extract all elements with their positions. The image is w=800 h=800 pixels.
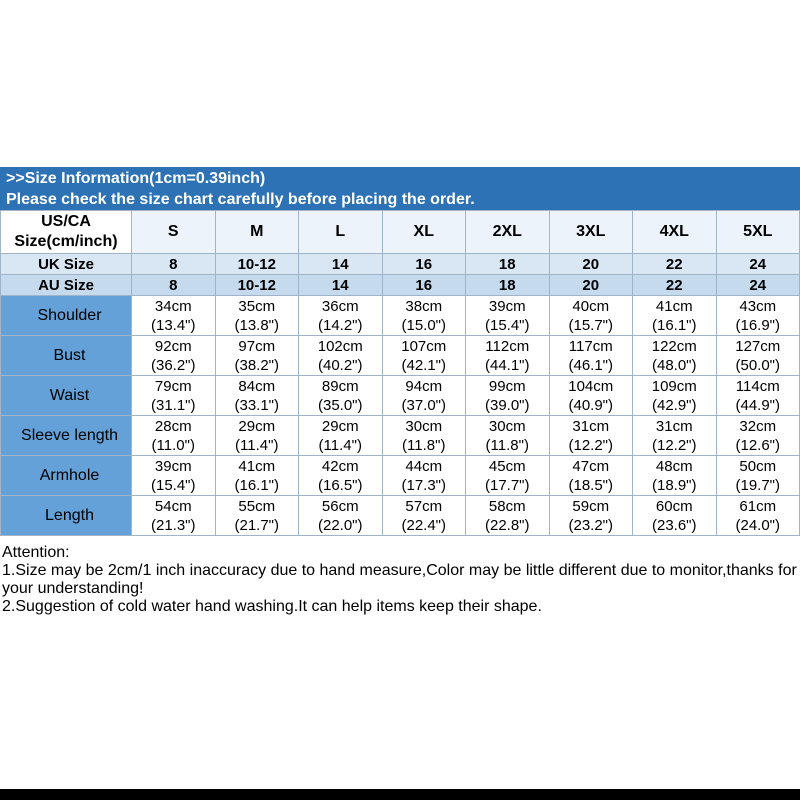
banner-line-1: >>Size Information(1cm=0.39inch) — [6, 170, 266, 187]
value-inch: (13.8") — [234, 316, 279, 334]
region-value-cell: 22 — [633, 275, 717, 296]
region-value-cell: 24 — [716, 275, 800, 296]
measurement-row — [1, 416, 800, 456]
measurement-label-cell: Waist — [1, 376, 132, 416]
value-cm: 92cm — [154, 337, 192, 355]
region-value-cell: 22 — [633, 254, 717, 275]
value-cm: 59cm — [572, 497, 610, 515]
measurement-value-cell — [299, 456, 383, 496]
region-value-cell: 18 — [466, 254, 550, 275]
value-inch: (15.0") — [401, 316, 446, 334]
value-inch: (37.0") — [401, 396, 446, 414]
measurement-value-cell — [215, 416, 299, 456]
value-inch: (22.0") — [317, 516, 363, 534]
measurement-value-cell — [382, 456, 466, 496]
value-cm: 122cm — [651, 337, 697, 355]
measurement-label-cell: Sleeve length — [1, 416, 132, 456]
value-cm: 89cm — [321, 377, 359, 395]
value-inch: (16.5") — [317, 476, 363, 494]
value-inch: (46.1") — [568, 356, 613, 374]
size-table — [0, 210, 800, 536]
value-cm: 104cm — [568, 377, 614, 395]
value-inch: (44.1") — [484, 356, 530, 374]
value-cm: 107cm — [401, 337, 447, 355]
region-label-cell: UK Size — [1, 254, 132, 275]
measurement-value-cell — [382, 416, 466, 456]
value-cm: 36cm — [321, 297, 359, 315]
value-cm: 102cm — [317, 337, 363, 355]
measurement-value-cell — [215, 336, 299, 376]
value-cm: 50cm — [739, 457, 777, 475]
value-cm: 34cm — [154, 297, 192, 315]
size-header-cell-l: L — [299, 211, 383, 254]
table-header-row — [1, 211, 800, 254]
value-cm: 99cm — [488, 377, 526, 395]
value-inch: (18.9") — [651, 476, 697, 494]
measurement-value-cell — [549, 496, 633, 536]
size-header-cell-4xl: 4XL — [633, 211, 717, 254]
measurement-value-cell — [132, 496, 216, 536]
measurement-value-cell — [716, 296, 800, 336]
region-value-cell: 14 — [299, 275, 383, 296]
value-cm: 127cm — [735, 337, 781, 355]
value-cm: 39cm — [154, 457, 192, 475]
value-inch: (14.2") — [317, 316, 363, 334]
measurement-value-cell — [466, 376, 550, 416]
value-inch: (21.7") — [234, 516, 279, 534]
region-value-cell: 10-12 — [215, 275, 299, 296]
region-value-cell: 10-12 — [215, 254, 299, 275]
measurement-label-cell: Shoulder — [1, 296, 132, 336]
value-cm: 84cm — [238, 377, 276, 395]
measurement-value-cell — [132, 296, 216, 336]
value-inch: (15.7") — [568, 316, 613, 334]
size-header-cell-xl: XL — [382, 211, 466, 254]
attention-items — [2, 562, 798, 616]
measurement-value-cell — [382, 336, 466, 376]
measurement-value-cell — [716, 456, 800, 496]
size-region-row — [1, 275, 800, 296]
region-value-cell: 20 — [549, 275, 633, 296]
value-cm: 32cm — [739, 417, 777, 435]
measurement-value-cell — [299, 376, 383, 416]
value-inch: (15.4") — [484, 316, 530, 334]
value-inch: (42.9") — [651, 396, 697, 414]
region-value-cell: 18 — [466, 275, 550, 296]
value-inch: (17.7") — [484, 476, 530, 494]
value-inch: (36.2") — [150, 356, 196, 374]
measurement-label-cell: Length — [1, 496, 132, 536]
measurement-value-cell — [633, 296, 717, 336]
value-inch: (16.9") — [735, 316, 780, 334]
measurement-value-cell — [382, 496, 466, 536]
measurement-value-cell — [132, 376, 216, 416]
measurement-value-cell — [299, 336, 383, 376]
attention-notes — [2, 544, 798, 616]
measurement-value-cell — [549, 456, 633, 496]
measurement-value-cell — [299, 496, 383, 536]
info-banner — [0, 167, 800, 211]
measurement-value-cell — [716, 336, 800, 376]
measurement-value-cell — [633, 496, 717, 536]
value-cm: 45cm — [488, 457, 526, 475]
measurement-value-cell — [215, 496, 299, 536]
measurement-value-cell — [215, 376, 299, 416]
bottom-black-bar — [0, 789, 800, 800]
value-cm: 29cm — [321, 417, 359, 435]
size-header-cell-s: S — [132, 211, 216, 254]
value-inch: (18.5") — [568, 476, 613, 494]
value-inch: (22.4") — [401, 516, 446, 534]
value-cm: 28cm — [154, 417, 192, 435]
value-cm: 41cm — [238, 457, 276, 475]
measurement-value-cell — [299, 416, 383, 456]
attention-item-2: 2.Suggestion of cold water hand washing.It can help items keep their shape. — [2, 598, 542, 615]
measurement-value-cell — [633, 456, 717, 496]
value-cm: 43cm — [739, 297, 777, 315]
value-cm: 54cm — [154, 497, 192, 515]
header-label-line-1: US/CA — [41, 213, 91, 230]
value-cm: 48cm — [655, 457, 693, 475]
value-cm: 39cm — [488, 297, 526, 315]
measurement-value-cell — [215, 296, 299, 336]
value-cm: 57cm — [405, 497, 443, 515]
measurement-value-cell — [132, 456, 216, 496]
measurement-value-cell — [716, 376, 800, 416]
size-header-cell-m: M — [215, 211, 299, 254]
value-inch: (39.0") — [484, 396, 530, 414]
measurement-value-cell — [132, 416, 216, 456]
value-cm: 42cm — [321, 457, 359, 475]
value-inch: (33.1") — [234, 396, 279, 414]
value-cm: 44cm — [405, 457, 443, 475]
region-value-cell: 20 — [549, 254, 633, 275]
value-cm: 61cm — [739, 497, 777, 515]
value-inch: (11.4") — [235, 436, 279, 454]
header-label-cell — [1, 211, 132, 254]
measurement-value-cell — [716, 416, 800, 456]
value-cm: 60cm — [655, 497, 693, 515]
value-inch: (16.1") — [651, 316, 697, 334]
value-cm: 55cm — [238, 497, 276, 515]
value-inch: (24.0") — [735, 516, 780, 534]
value-cm: 58cm — [488, 497, 526, 515]
region-value-cell: 14 — [299, 254, 383, 275]
value-inch: (11.0") — [151, 436, 195, 454]
measurement-row — [1, 456, 800, 496]
value-inch: (31.1") — [150, 396, 196, 414]
region-value-cell: 16 — [382, 254, 466, 275]
measurement-value-cell — [716, 496, 800, 536]
measurement-value-cell — [633, 416, 717, 456]
value-inch: (11.8") — [485, 436, 529, 454]
measurement-value-cell — [382, 376, 466, 416]
value-inch: (11.8") — [402, 436, 446, 454]
value-inch: (12.2") — [651, 436, 697, 454]
value-inch: (40.2") — [317, 356, 363, 374]
value-cm: 30cm — [405, 417, 443, 435]
measurement-value-cell — [466, 416, 550, 456]
region-value-cell: 16 — [382, 275, 466, 296]
value-cm: 97cm — [238, 337, 276, 355]
measurement-value-cell — [382, 296, 466, 336]
measurement-value-cell — [633, 336, 717, 376]
value-inch: (22.8") — [484, 516, 530, 534]
value-inch: (12.6") — [735, 436, 780, 454]
value-cm: 40cm — [572, 297, 610, 315]
value-inch: (21.3") — [150, 516, 196, 534]
value-inch: (12.2") — [568, 436, 613, 454]
size-header-cell-5xl: 5XL — [716, 211, 800, 254]
value-cm: 35cm — [238, 297, 276, 315]
measurement-row — [1, 296, 800, 336]
size-region-row — [1, 254, 800, 275]
value-inch: (42.1") — [401, 356, 446, 374]
value-cm: 112cm — [485, 337, 530, 355]
measurement-row — [1, 496, 800, 536]
value-cm: 47cm — [572, 457, 610, 475]
value-inch: (17.3") — [401, 476, 446, 494]
value-cm: 56cm — [321, 497, 359, 515]
measurement-label-cell: Armhole — [1, 456, 132, 496]
measurement-value-cell — [466, 496, 550, 536]
value-inch: (38.2") — [234, 356, 279, 374]
value-inch: (19.7") — [735, 476, 780, 494]
value-inch: (40.9") — [568, 396, 613, 414]
value-inch: (16.1") — [234, 476, 279, 494]
value-inch: (15.4") — [150, 476, 196, 494]
size-header-cell-3xl: 3XL — [549, 211, 633, 254]
region-value-cell: 8 — [132, 254, 216, 275]
value-inch: (23.6") — [651, 516, 697, 534]
value-cm: 31cm — [572, 417, 610, 435]
region-label-cell: AU Size — [1, 275, 132, 296]
value-cm: 94cm — [405, 377, 443, 395]
value-inch: (48.0") — [651, 356, 697, 374]
measurement-value-cell — [549, 296, 633, 336]
value-cm: 30cm — [488, 417, 526, 435]
measurement-value-cell — [466, 296, 550, 336]
value-cm: 41cm — [655, 297, 693, 315]
size-header-cell-2xl: 2XL — [466, 211, 550, 254]
value-inch: (11.4") — [318, 436, 362, 454]
measurement-value-cell — [549, 416, 633, 456]
value-inch: (13.4") — [150, 316, 196, 334]
measurement-value-cell — [633, 376, 717, 416]
value-cm: 38cm — [405, 297, 443, 315]
value-inch: (23.2") — [568, 516, 613, 534]
value-cm: 29cm — [238, 417, 276, 435]
value-inch: (50.0") — [735, 356, 780, 374]
measurement-label-cell: Bust — [1, 336, 132, 376]
value-cm: 109cm — [651, 377, 697, 395]
value-inch: (35.0") — [317, 396, 363, 414]
banner-line-2: Please check the size chart carefully before placing the order. — [6, 191, 475, 208]
value-cm: 114cm — [735, 377, 780, 395]
attention-item-1: 1.Size may be 2cm/1 inch inaccuracy due to hand measure,Color may be little different due to monitor,thanks for your understanding! — [2, 562, 797, 597]
value-cm: 31cm — [655, 417, 693, 435]
value-cm: 117cm — [568, 337, 613, 355]
measurement-row — [1, 336, 800, 376]
measurement-value-cell — [549, 336, 633, 376]
measurement-value-cell — [215, 456, 299, 496]
value-cm: 79cm — [154, 377, 192, 395]
region-value-cell: 8 — [132, 275, 216, 296]
measurement-row — [1, 376, 800, 416]
measurement-value-cell — [466, 456, 550, 496]
measurement-value-cell — [132, 336, 216, 376]
attention-title: Attention: — [2, 544, 70, 561]
measurement-value-cell — [549, 376, 633, 416]
measurement-value-cell — [299, 296, 383, 336]
region-value-cell: 24 — [716, 254, 800, 275]
header-label-line-2: Size(cm/inch) — [14, 233, 118, 250]
value-inch: (44.9") — [735, 396, 780, 414]
measurement-value-cell — [466, 336, 550, 376]
